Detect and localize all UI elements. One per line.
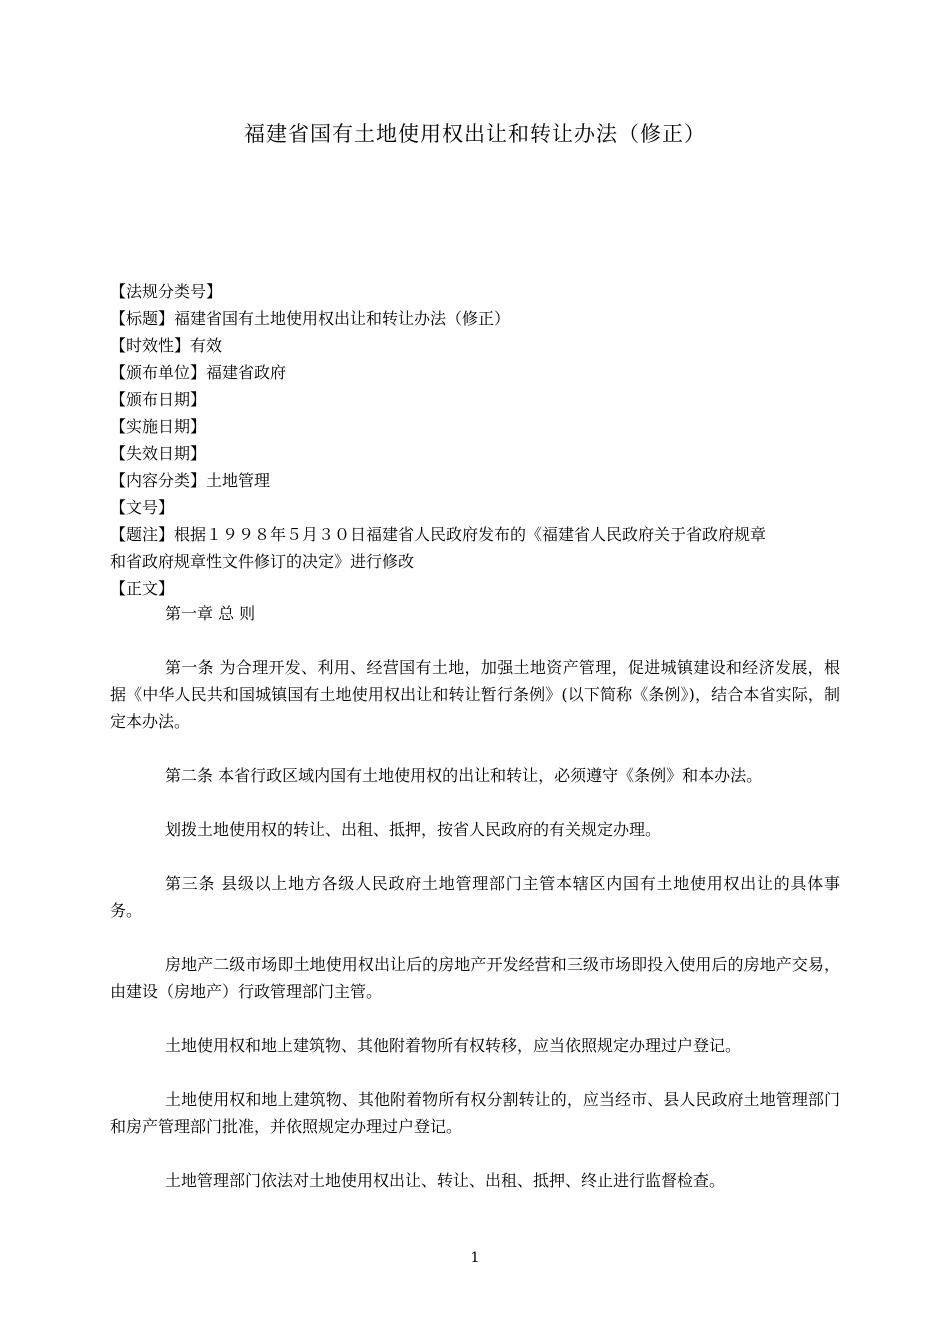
meta-effective-date: 【实施日期】 (110, 417, 207, 436)
paragraph: 土地使用权和地上建筑物、其他附着物所有权分割转让的，应当经市、县人民政府土地管理部门和房产管理部门批准，并依照规定办理过户登记。 (110, 1090, 840, 1136)
paragraph: 土地管理部门依法对土地使用权出让、转让、出租、抵押、终止进行监督检查。 (165, 1171, 726, 1190)
meta-category-no: 【法规分类号】 (110, 282, 223, 301)
meta-issue-date: 【颁布日期】 (110, 390, 207, 409)
meta-expiry-date: 【失效日期】 (110, 444, 207, 463)
meta-content-category: 【内容分类】土地管理 (110, 471, 271, 490)
meta-validity: 【时效性】有效 (110, 336, 223, 355)
paragraph: 房地产二级市场即土地使用权出让后的房地产开发经营和三级市场即投入使用后的房地产交易，由建设（房地产）行政管理部门主管。 (110, 955, 840, 1001)
meta-doc-number: 【文号】 (110, 498, 175, 517)
paragraph: 第一条 为合理开发、利用、经营国有土地，加强土地资产管理，促进城镇建设和经济发展，根据《中华人民共和国城镇国有土地使用权出让和转让暂行条例》(以下简称《条例》)，结合本省实际，制定本办法。 (110, 658, 840, 731)
paragraph: 划拨土地使用权的转让、出租、抵押，按省人民政府的有关规定办理。 (165, 820, 662, 839)
meta-note-line-2: 和省政府规章性文件修订的决定》进行修改 (110, 552, 415, 571)
meta-body-label: 【正文】 (110, 579, 175, 598)
page-number: 1 (470, 1250, 480, 1266)
metadata-block (110, 278, 842, 602)
meta-note (110, 521, 842, 575)
paragraph: 第三条 县级以上地方各级人民政府土地管理部门主管本辖区内国有土地使用权出让的具体事务。 (110, 874, 840, 920)
meta-note-line-1: 【题注】根据１９９８年５月３０日福建省人民政府发布的《福建省人民政府关于省政府规章 (110, 525, 767, 544)
paragraph: 土地使用权和地上建筑物、其他附着物所有权转移，应当依照规定办理过户登记。 (165, 1036, 742, 1055)
document-title: 福建省国有土地使用权出让和转让办法（修正） (244, 122, 706, 146)
paragraph: 第二条 本省行政区域内国有土地使用权的出让和转让，必须遵守《条例》和本办法。 (165, 766, 763, 785)
document-body (110, 600, 840, 1221)
meta-issuer: 【颁布单位】福建省政府 (110, 363, 287, 382)
meta-title: 【标题】福建省国有土地使用权出让和转让办法（修正） (110, 309, 511, 328)
chapter-heading: 第一章 总 则 (165, 604, 256, 623)
